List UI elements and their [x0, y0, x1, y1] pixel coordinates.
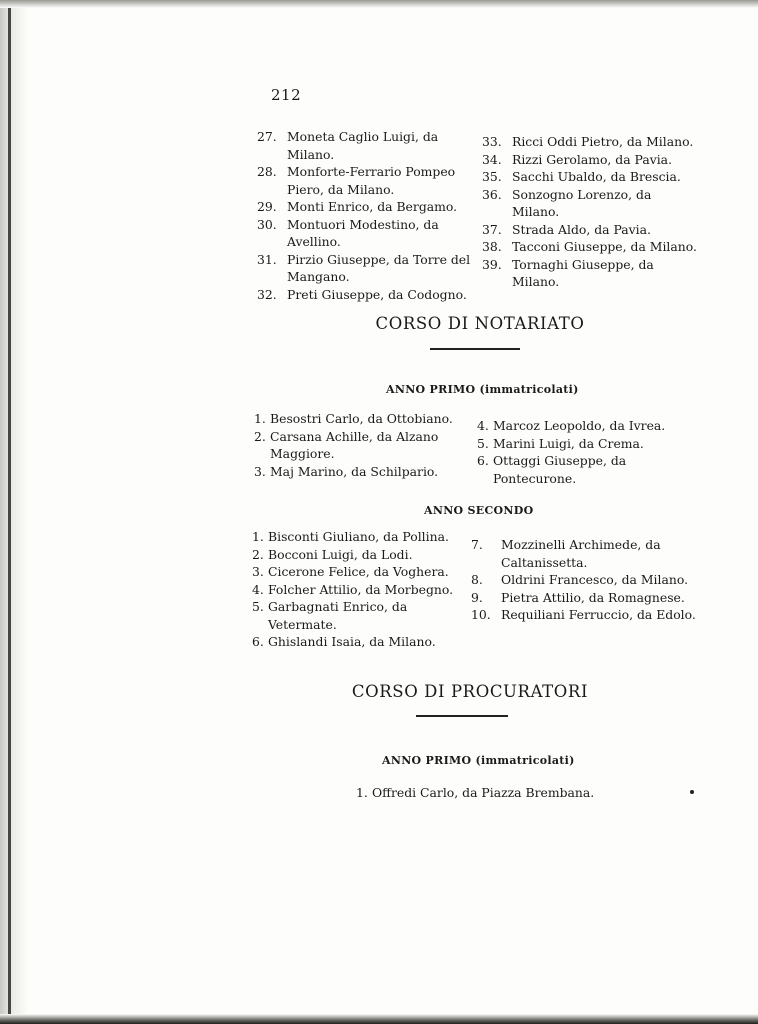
entry-number: 3. — [254, 463, 266, 479]
entry-text: Oldrini Francesco, da Milano. — [501, 572, 689, 587]
entry-text: Sacchi Ubaldo, da Brescia. — [512, 169, 681, 184]
entry-text: Offredi Carlo, da Piazza Brembana. — [372, 785, 595, 800]
entry-number: 8. — [471, 572, 483, 587]
entry-number: 2. — [254, 428, 266, 444]
list-item — [252, 563, 470, 581]
entry-text: Monti Enrico, da Bergamo. — [287, 199, 458, 214]
entry-text: Ricci Oddi Pietro, da Milano. — [512, 134, 694, 149]
entry-number: 2. — [252, 546, 264, 562]
section-title-procuratori: CORSO DI PROCURATORI — [351, 682, 589, 701]
entry-number: 1. — [356, 785, 368, 800]
subsection-anno-secondo-notariato: ANNO SECONDO — [424, 504, 534, 517]
entry-number: 1. — [252, 529, 264, 544]
entry-text: Requiliani Ferruccio, da Edolo. — [501, 607, 696, 622]
list-item — [471, 571, 696, 589]
entry-text: Marcoz Leopoldo, da Ivrea. — [493, 418, 666, 433]
entry-text: Mozzinelli Archimede, da Caltanissetta. — [501, 537, 661, 570]
procuratori-anno-primo-list — [356, 784, 616, 802]
list-item — [471, 589, 696, 607]
entry-number: 38. — [482, 239, 502, 254]
section-rule-notariato — [430, 348, 520, 350]
entry-text: Cicerone Felice, da Voghera. — [268, 564, 449, 579]
subsection-anno-primo-notariato: ANNO PRIMO (immatricolati) — [386, 383, 579, 396]
entry-number: 1. — [254, 411, 266, 426]
entry-number: 5. — [252, 599, 264, 614]
entry-number: 35. — [482, 169, 502, 184]
continued-list-left-column — [257, 128, 475, 303]
entry-number: 6. — [477, 453, 489, 468]
list-item — [482, 168, 697, 186]
entry-text: Tacconi Giuseppe, da Milano. — [512, 239, 697, 254]
entry-number: 30. — [257, 216, 277, 232]
list-item — [482, 186, 697, 221]
entry-text: Strada Aldo, da Pavia. — [512, 221, 651, 237]
ink-dot — [690, 790, 694, 794]
list-item — [252, 581, 470, 599]
entry-number: 9. — [471, 589, 483, 605]
entry-text: Ghislandi Isaia, da Milano. — [268, 634, 436, 649]
list-item — [471, 606, 696, 624]
list-item — [482, 133, 697, 151]
list-item — [257, 163, 475, 198]
section-rule-procuratori — [416, 715, 508, 717]
list-item — [257, 286, 475, 304]
entry-number: 7. — [471, 537, 483, 552]
entry-text: Marini Luigi, da Crema. — [493, 435, 644, 451]
entry-number: 37. — [482, 221, 502, 237]
list-item — [257, 198, 475, 216]
entry-number: 3. — [252, 564, 264, 579]
entry-text: Tornaghi Giuseppe, da Milano. — [512, 256, 654, 289]
entry-text: Monforte-Ferrario Pompeo Piero, da Milano. — [287, 164, 456, 197]
notariato-anno-secondo-right-column — [471, 536, 696, 624]
entry-text: Montuori Modestino, da Avellino. — [287, 216, 439, 249]
entry-text: Bocconi Luigi, da Lodi. — [268, 546, 413, 562]
entry-text: Ottaggi Giuseppe, da Pontecurone. — [493, 453, 627, 486]
list-item — [254, 463, 472, 481]
entry-text: Carsana Achille, da Alzano Maggiore. — [270, 428, 439, 461]
entry-number: 27. — [257, 129, 277, 144]
entry-number: 6. — [252, 634, 264, 649]
entry-number: 28. — [257, 164, 277, 179]
list-item — [257, 128, 475, 163]
entry-number: 5. — [477, 435, 489, 451]
notariato-anno-secondo-left-column — [252, 528, 470, 651]
list-item — [471, 536, 696, 571]
scan-top-edge — [0, 0, 758, 8]
entry-text: Pirzio Giuseppe, da Torre del Mangano. — [287, 251, 471, 284]
notariato-anno-primo-right-column — [477, 417, 699, 487]
entry-number: 10. — [471, 607, 491, 622]
continued-list-right-column — [482, 133, 697, 291]
list-item — [254, 428, 472, 463]
list-item — [252, 528, 470, 546]
entry-text: Garbagnati Enrico, da Vetermate. — [268, 599, 408, 632]
list-item — [482, 238, 697, 256]
scan-left-edge — [0, 0, 28, 1024]
section-title-notariato: CORSO DI NOTARIATO — [375, 314, 585, 333]
entry-text: Moneta Caglio Luigi, da Milano. — [287, 129, 439, 162]
page-number: 212 — [271, 86, 302, 104]
list-item — [257, 251, 475, 286]
list-item — [477, 435, 699, 453]
list-item — [254, 410, 472, 428]
entry-text: Folcher Attilio, da Morbegno. — [268, 581, 454, 597]
entry-number: 31. — [257, 251, 277, 267]
entry-number: 34. — [482, 151, 502, 167]
list-item — [482, 151, 697, 169]
notariato-anno-primo-left-column — [254, 410, 472, 480]
entry-number: 29. — [257, 199, 277, 214]
entry-text: Maj Marino, da Schilpario. — [270, 463, 439, 479]
entry-number: 39. — [482, 256, 502, 272]
entry-number: 36. — [482, 186, 502, 202]
list-item — [482, 256, 697, 291]
entry-text: Bisconti Giuliano, da Pollina. — [268, 529, 449, 544]
list-item — [252, 598, 470, 633]
list-item — [257, 216, 475, 251]
entry-number: 33. — [482, 134, 502, 149]
scan-binding-line — [8, 0, 11, 1024]
entry-text: Preti Giuseppe, da Codogno. — [287, 286, 467, 302]
list-item — [356, 784, 616, 802]
entry-number: 4. — [252, 581, 264, 597]
entry-number: 4. — [477, 418, 489, 433]
list-item — [252, 546, 470, 564]
subsection-anno-primo-procuratori: ANNO PRIMO (immatricolati) — [382, 754, 575, 767]
list-item — [477, 417, 699, 435]
list-item — [482, 221, 697, 239]
scan-bottom-edge — [0, 1014, 758, 1024]
entry-number: 32. — [257, 286, 277, 302]
list-item — [252, 633, 470, 651]
entry-text: Rizzi Gerolamo, da Pavia. — [512, 151, 673, 167]
list-item — [477, 452, 699, 487]
entry-text: Besostri Carlo, da Ottobiano. — [270, 411, 453, 426]
entry-text: Pietra Attilio, da Romagnese. — [501, 589, 685, 605]
entry-text: Sonzogno Lorenzo, da Milano. — [512, 186, 652, 219]
